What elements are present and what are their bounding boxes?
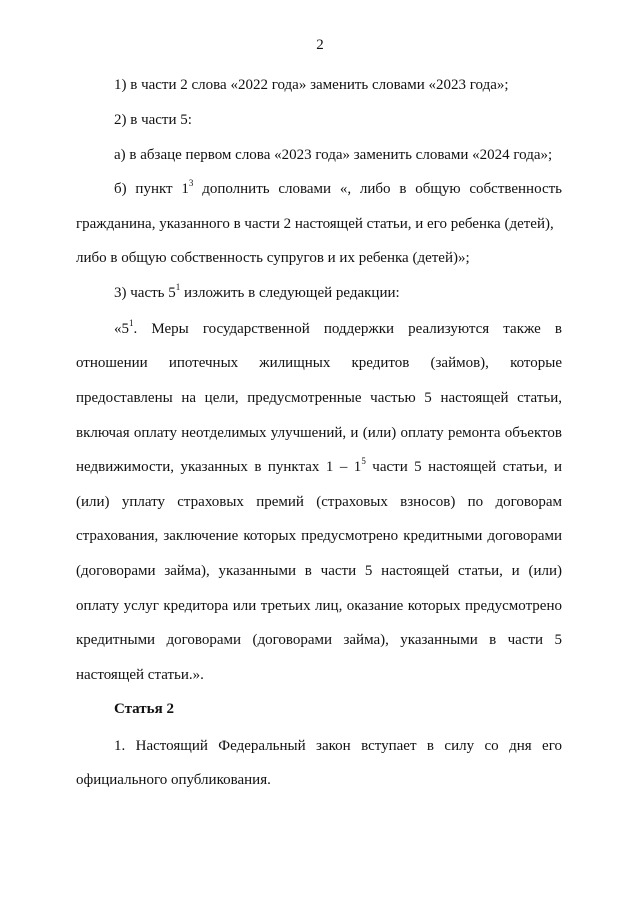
quoted-text-line-11: настоящей статьи.». — [76, 667, 204, 683]
amendment-item-2b-line-3: либо в общую собственность супругов и их ребенка (детей)»; — [76, 250, 470, 266]
quoted-text-line-9: оплату услуг кредитора или третьих лиц, оказание которых предусмотрено — [76, 598, 562, 614]
quoted-text-line-2: отношении ипотечных жилищных кредитов (займов), которые — [76, 355, 562, 371]
amendment-item-3: 3) часть $5^1$ изложить в следующей редакции: — [114, 282, 400, 301]
amendment-item-2a: а) в абзаце первом слова «2023 года» заменить словами «2024 года»; — [114, 147, 553, 163]
quoted-text-line-10: кредитными договорами (договорами займа), указанными в части 5 — [76, 632, 562, 648]
amendment-item-2: 2) в части 5: — [114, 112, 192, 128]
article-2-heading: Статья 2 — [114, 701, 174, 717]
quoted-text-line-6: (или) уплату страховых премий (страховых взносов) по договорам — [76, 494, 562, 510]
quoted-text-line-4: включая оплату неотделимых улучшений, и (или) оплату ремонта объектов — [76, 425, 562, 441]
amendment-item-1: 1) в части 2 слова «2022 года» заменить словами «2023 года»; — [114, 77, 509, 93]
amendment-item-2b-line-1: б) пункт $1^3$ дополнить словами «, либо в общую собственность — [114, 178, 563, 197]
article-2-paragraph-1-line-2: официального опубликования. — [76, 772, 271, 788]
amendment-item-2b-line-2: гражданина, указанного в части 2 настоящей статьи, и его ребенка (детей), — [76, 216, 554, 232]
quoted-text-line-8: (договорами займа), указанными в части 5 настоящей статьи, и (или) — [76, 563, 562, 579]
quoted-text-line-1: «$5^1$. Меры государственной поддержки реализуются также в — [114, 318, 562, 337]
quoted-text-line-5: недвижимости, указанных в пунктах $1 - 1^5$ части 5 настоящей статьи, и — [76, 456, 562, 475]
quoted-text-line-3: предоставлены на цели, предусмотренные частью 5 настоящей статьи, — [76, 390, 562, 406]
quoted-text-line-7: страхования, заключение которых предусмотрено кредитными договорами — [76, 528, 562, 544]
page-number: 2 — [316, 37, 324, 53]
article-2-paragraph-1-line-1: 1. Настоящий Федеральный закон вступает в силу со дня его — [114, 738, 562, 754]
